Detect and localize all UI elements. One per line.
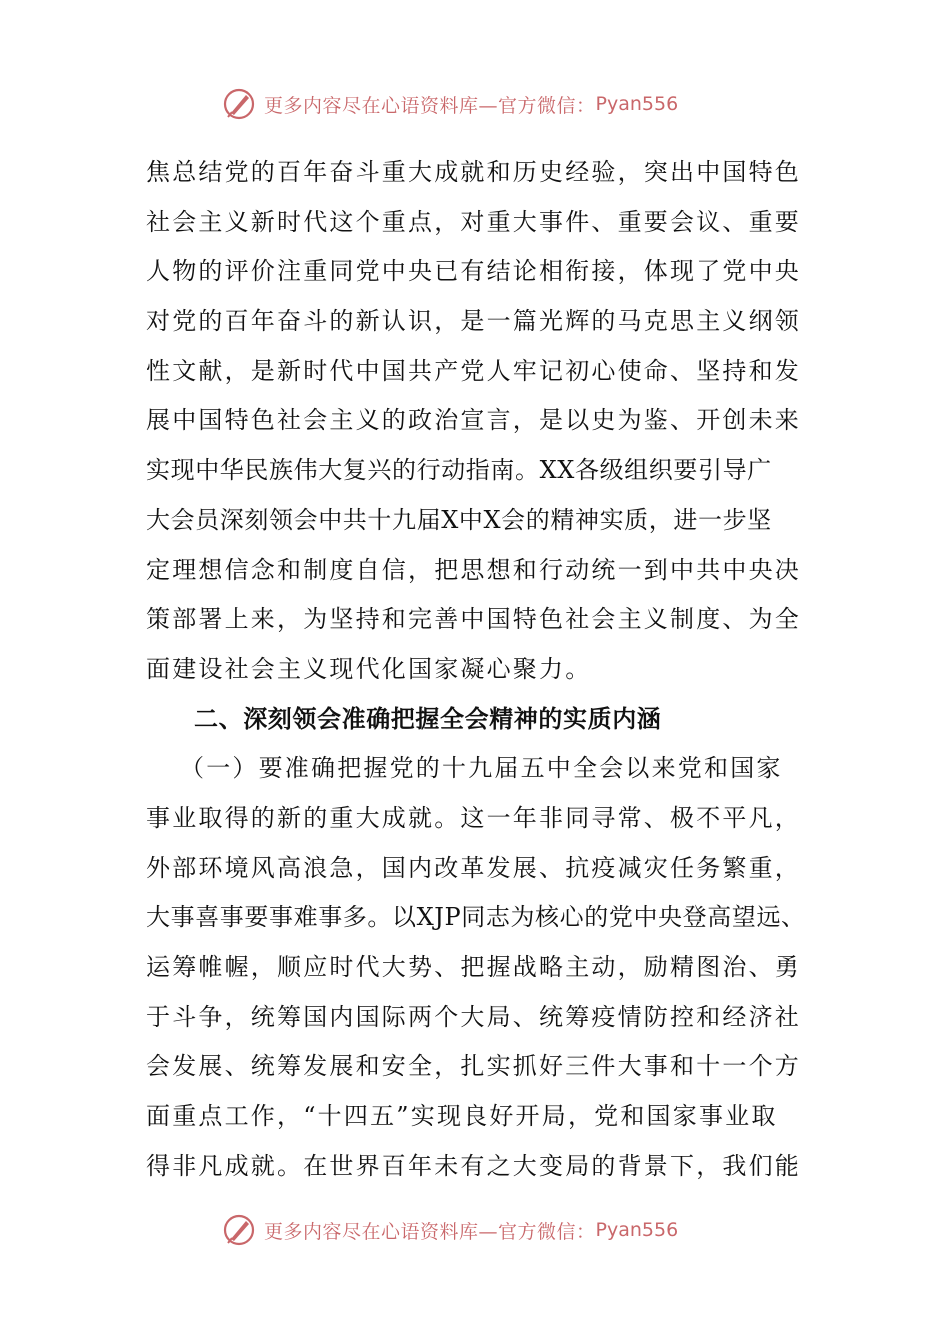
quill-pen-logo-icon xyxy=(222,1213,256,1247)
body-line: 运筹帷幄，顺应时代大势、把握战略主动，励精图治、勇 xyxy=(146,953,801,981)
body-line: 外部环境风高浪急，国内改革发展、抗疫减灾任务繁重， xyxy=(146,853,801,882)
body-line: 面建设社会主义现代化国家凝心聚力。 xyxy=(146,654,592,683)
body-line: 面重点工作，“十四五”实现良好开局，党和国家事业取 xyxy=(146,1102,778,1131)
quill-pen-logo-icon xyxy=(222,87,256,121)
body-line: 于斗争，统筹国内国际两个大局、统筹疫情防控和经济社 xyxy=(146,1002,801,1031)
body-line: 会发展、统筹发展和安全，扎实抓好三件大事和十一个方 xyxy=(146,1052,801,1081)
document-body xyxy=(146,148,826,1191)
banner-text: 更多内容尽在心语资料库—官方微信： xyxy=(264,94,596,117)
body-line: 人物的评价注重同党中央已有结论相衔接，体现了党中央 xyxy=(146,257,801,286)
body-line: 实现中华民族伟大复兴的行动指南。XX各级组织要引导广 xyxy=(146,456,772,485)
body-line: 对党的百年奋斗的新认识，是一篇光辉的马克思主义纲领 xyxy=(146,307,801,336)
body-line: 性文献，是新时代中国共产党人牢记初心使命、坚持和发 xyxy=(146,356,801,385)
banner-wechat-id: Pyan556 xyxy=(595,1219,679,1241)
body-line: 大事喜事要事难事多。以XJP同志为核心的党中央登高望远、 xyxy=(146,903,806,932)
body-line: 得非凡成就。在世界百年未有之大变局的背景下，我们能 xyxy=(146,1151,801,1180)
body-line: 大会员深刻领会中共十九届X中X会的精神实质，进一步坚 xyxy=(146,505,772,534)
banner-wechat-id: Pyan556 xyxy=(595,93,679,115)
body-line: 焦总结党的百年奋斗重大成就和历史经验，突出中国特色 xyxy=(146,158,801,186)
body-line: 展中国特色社会主义的政治宣言，是以史为鉴、开创未来 xyxy=(146,406,801,435)
body-line: （一）要准确把握党的十九届五中全会以来党和国家 xyxy=(180,754,783,783)
footer-watermark-banner xyxy=(222,1210,742,1250)
body-line: 定理想信念和制度自信，把思想和行动统一到中共中央决 xyxy=(146,555,801,584)
body-line: 事业取得的新的重大成就。这一年非同寻常、极不平凡， xyxy=(146,803,801,832)
banner-text: 更多内容尽在心语资料库—官方微信： xyxy=(264,1220,596,1243)
body-line: 策部署上来，为坚持和完善中国特色社会主义制度、为全 xyxy=(146,605,801,634)
header-watermark-banner xyxy=(222,84,742,124)
body-line: 社会主义新时代这个重点，对重大事件、重要会议、重要 xyxy=(146,207,801,236)
section-heading: 二、深刻领会准确把握全会精神的实质内涵 xyxy=(194,704,662,733)
